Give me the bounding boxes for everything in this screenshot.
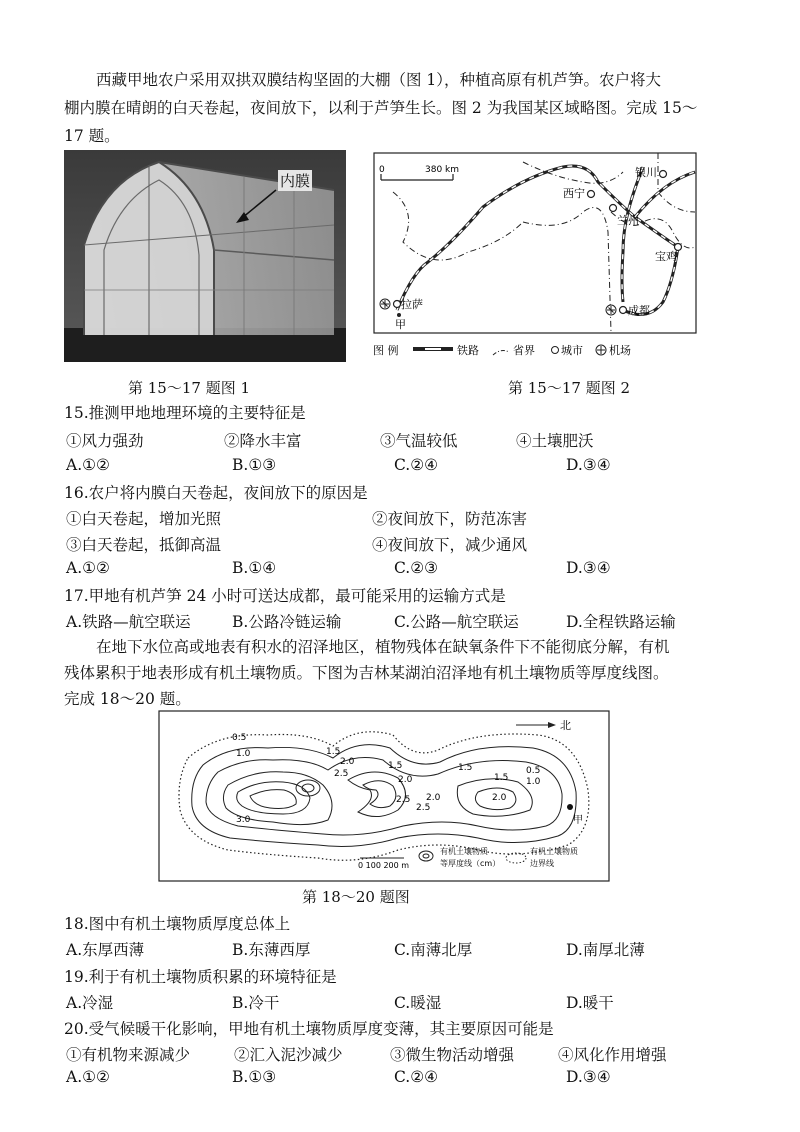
airport-chengdu-icon [606, 305, 616, 315]
q17-choice-d[interactable]: D.全程铁路运输 [566, 613, 676, 631]
q16-choice-b[interactable]: B.①④ [232, 559, 277, 577]
airport-lhasa-icon [380, 299, 390, 309]
q20-item-2: ②汇入泥沙减少 [234, 1046, 343, 1064]
q17-choice-c[interactable]: C.公路—航空联运 [394, 613, 519, 631]
contour-scale: 0 100 200 m [358, 861, 410, 870]
city-lanzhou: 兰州 [617, 214, 639, 227]
regional-map [373, 152, 697, 362]
q15-stem: 15.推测甲地地理环境的主要特征是 [64, 404, 306, 422]
inner-film-label: 内膜 [280, 172, 311, 190]
city-yinchuan: 银川 [635, 166, 657, 179]
figure1-caption: 第 15～17 题图 1 [128, 379, 251, 397]
q16-choice-a[interactable]: A.①② [66, 559, 110, 577]
q18-choice-b[interactable]: B.东薄西厚 [232, 941, 311, 959]
city-lhasa: 拉萨 [401, 298, 423, 311]
q15-item-2: ②降水丰富 [224, 432, 302, 450]
legend-airport-icon [596, 345, 606, 355]
q15-choice-d[interactable]: D.③④ [566, 456, 611, 474]
q18-choice-c[interactable]: C.南薄北厚 [394, 941, 473, 959]
contour-map [158, 710, 610, 882]
contour-label: 1.0 [236, 749, 251, 759]
q18-choice-a[interactable]: A.东厚西薄 [66, 941, 145, 959]
point-jia-label: 甲 [573, 815, 583, 826]
q17-stem: 17.甲地有机芦笋 24 小时可送达成都，最可能采用的运输方式是 [64, 587, 506, 605]
point-jia: 甲 [395, 318, 406, 331]
q20-choice-b[interactable]: B.①③ [232, 1068, 277, 1086]
q19-choice-c[interactable]: C.暖湿 [394, 994, 442, 1012]
q20-item-4: ④风化作用增强 [558, 1046, 667, 1064]
legend-rail: 铁路 [457, 344, 479, 357]
q15-choice-a[interactable]: A.①② [66, 456, 110, 474]
q16-choice-c[interactable]: C.②③ [394, 559, 439, 577]
contour-label: 2.0 [492, 793, 507, 803]
q20-choice-d[interactable]: D.③④ [566, 1068, 611, 1086]
q20-item-3: ③微生物活动增强 [390, 1046, 515, 1064]
q19-choice-b[interactable]: B.冷干 [232, 994, 280, 1012]
contour-label: 3.0 [236, 815, 251, 825]
q15-item-1: ①风力强劲 [66, 432, 144, 450]
q18-choice-d[interactable]: D.南厚北薄 [566, 941, 645, 959]
legend-city: 城市 [561, 344, 583, 357]
contour-label: 1.5 [326, 747, 341, 757]
q18-stem: 18.图中有机土壤物质厚度总体上 [64, 915, 291, 933]
q16-item-3: ③白天卷起，抵御高温 [66, 536, 222, 554]
figure3-caption: 第 18～20 题图 [302, 888, 410, 906]
figure2-caption: 第 15～17 题图 2 [508, 379, 631, 397]
q17-choice-b[interactable]: B.公路冷链运输 [232, 613, 342, 631]
q20-choice-c[interactable]: C.②④ [394, 1068, 439, 1086]
q15-item-3: ③气温较低 [380, 432, 458, 450]
q15-choice-c[interactable]: C.②④ [394, 456, 439, 474]
q15-item-4: ④土壤肥沃 [516, 432, 594, 450]
legend-province: 省界 [513, 344, 535, 357]
intro1-line1: 西藏甲地农户采用双拱双膜结构坚固的大棚（图 1），种植高原有机芦笋。农户将大 [96, 71, 662, 89]
intro2-line1: 在地下水位高或地表有积水的沼泽地区，植物残体在缺氧条件下不能彻底分解，有机 [96, 638, 670, 656]
q16-item-2: ②夜间放下，防范冻害 [372, 510, 528, 528]
contour-label: 2.5 [396, 795, 411, 805]
legend-boundary-1: 有机土壤物质 [530, 847, 578, 856]
contour-label: 1.5 [494, 773, 509, 783]
q16-stem: 16.农户将内膜白天卷起，夜间放下的原因是 [64, 484, 368, 502]
city-xining: 西宁 [563, 187, 585, 200]
q20-stem: 20.受气候暖干化影响，甲地有机土壤物质厚度变薄，其主要原因可能是 [64, 1020, 554, 1038]
contour-label: 2.5 [334, 769, 349, 779]
contour-label: 1.5 [388, 761, 403, 771]
greenhouse-photo [64, 150, 346, 362]
city-chengdu: 成都 [628, 304, 650, 317]
q19-choice-d[interactable]: D.暖干 [566, 994, 614, 1012]
intro1-line3: 17 题。 [64, 127, 120, 145]
intro2-line2: 残体累积于地表形成有机土壤物质。下图为吉林某湖泊沼泽地有机土壤物质等厚度线图。 [64, 664, 669, 682]
q19-choice-a[interactable]: A.冷湿 [66, 994, 114, 1012]
contour-label: 2.0 [398, 775, 413, 785]
legend-contour-1: 有机土壤物质 [440, 847, 488, 856]
contour-label: 1.0 [526, 777, 541, 787]
q20-item-1: ①有机物来源减少 [66, 1046, 191, 1064]
q20-choice-a[interactable]: A.①② [66, 1068, 110, 1086]
contour-label: 2.0 [340, 757, 355, 767]
legend-airport: 机场 [609, 344, 631, 357]
contour-label: 2.0 [426, 793, 441, 803]
intro2-line3: 完成 18～20 题。 [64, 690, 191, 708]
point-jia-marker [567, 804, 573, 810]
contour-label: 0.5 [526, 766, 541, 776]
north-label: 北 [560, 719, 571, 732]
q17-choice-a[interactable]: A.铁路—航空联运 [66, 613, 191, 631]
q15-choice-b[interactable]: B.①③ [232, 456, 277, 474]
contour-label: 1.5 [458, 763, 473, 773]
city-baoji: 宝鸡 [655, 250, 677, 263]
map-scale-label: 380 km [425, 165, 460, 175]
q16-choice-d[interactable]: D.③④ [566, 559, 611, 577]
intro1-line2: 棚内膜在晴朗的白天卷起，夜间放下，以利于芦笋生长。图 2 为我国某区域略图。完成 15～ [64, 99, 698, 117]
q16-item-4: ④夜间放下，减少通风 [372, 536, 528, 554]
q16-item-1: ①白天卷起，增加光照 [66, 510, 222, 528]
legend-contour-2: 等厚度线（cm） [440, 859, 501, 868]
legend-boundary-2: 边界线 [530, 859, 554, 868]
map-scale-zero: 0 [379, 165, 385, 175]
contour-label: 2.5 [416, 803, 431, 813]
contour-label: 0.5 [232, 733, 247, 743]
q19-stem: 19.利于有机土壤物质积累的环境特征是 [64, 968, 337, 986]
legend-title: 图 例 [373, 344, 399, 357]
